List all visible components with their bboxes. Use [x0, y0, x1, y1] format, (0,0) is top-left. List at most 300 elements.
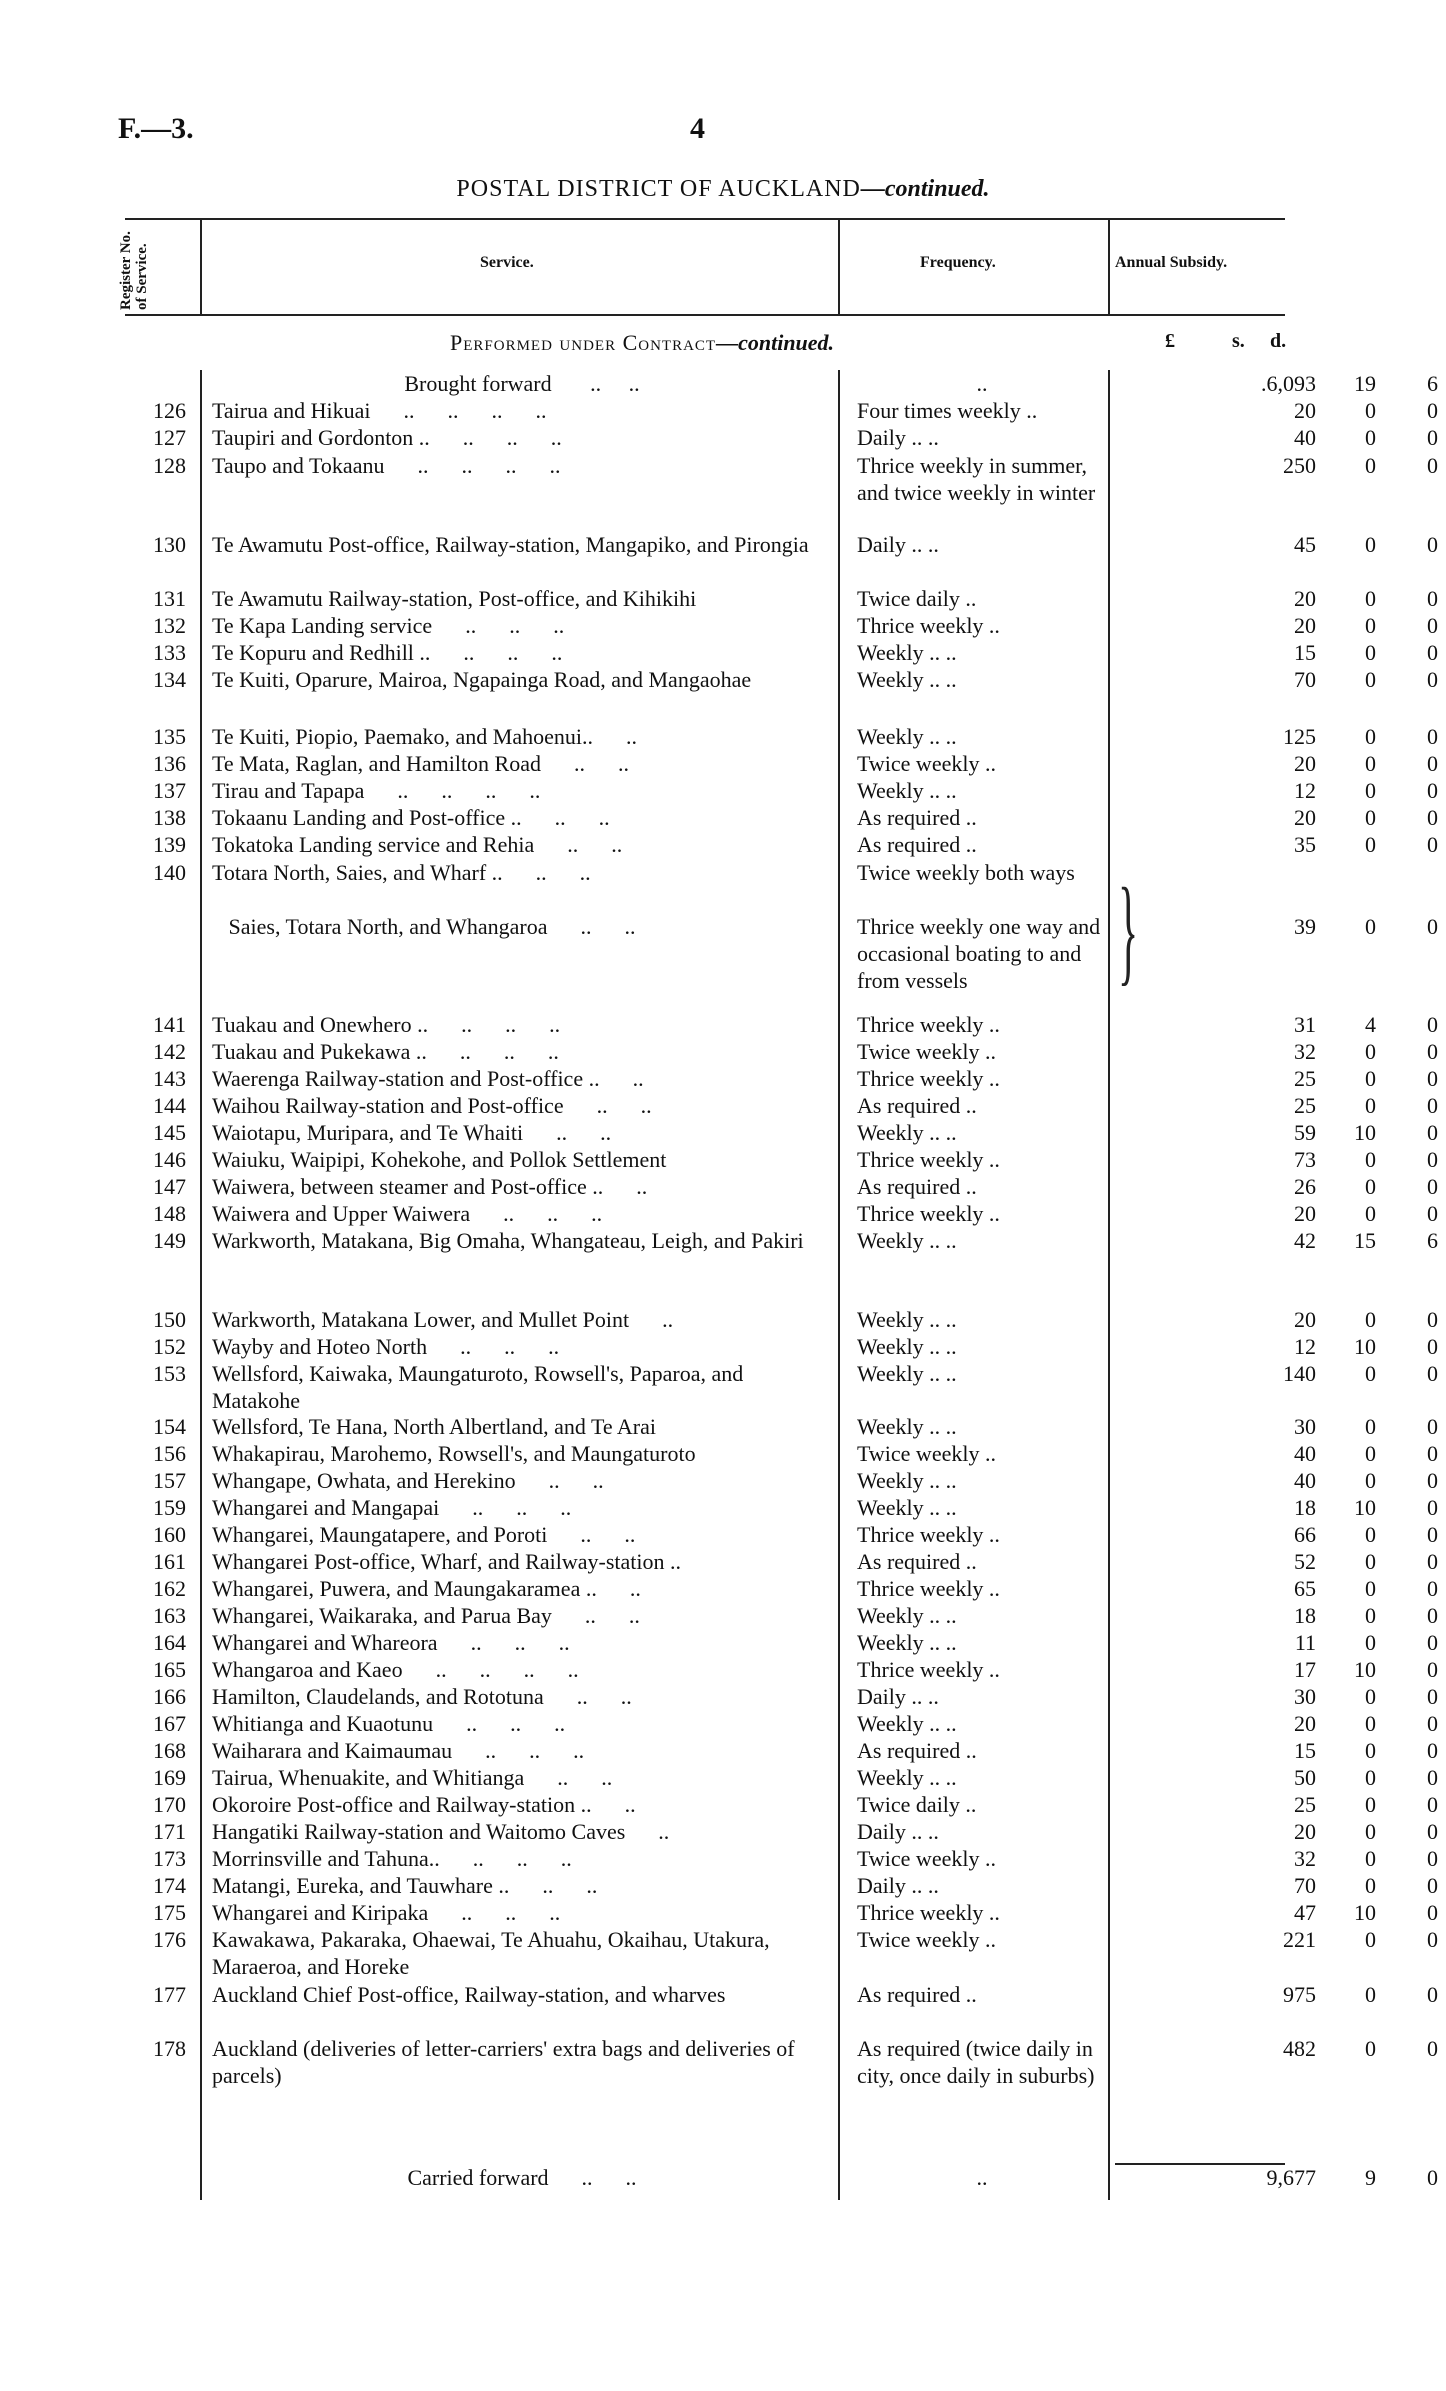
- subsidy-pounds: 26: [1294, 1174, 1316, 1199]
- subsidy-shillings: 0: [1365, 1039, 1376, 1064]
- subsidy-pence: 0: [1427, 1012, 1438, 1037]
- subsidy-pence: 0: [1427, 1174, 1438, 1199]
- subsidy-pence: 0: [1427, 1414, 1438, 1439]
- register-number: 159: [153, 1495, 186, 1520]
- subsidy-pence: 0: [1427, 1549, 1438, 1574]
- subsidy-pence: 0: [1427, 1576, 1438, 1601]
- col-rule-service: [838, 218, 840, 314]
- subsidy-pounds: 17: [1294, 1657, 1316, 1682]
- register-number: 140: [153, 860, 186, 885]
- subsidy-shillings: 0: [1365, 1738, 1376, 1763]
- subsidy-shillings: 10: [1354, 1657, 1376, 1682]
- service-description: Whangarei and Kiripaka .. .. ..: [212, 1900, 561, 1925]
- service-description: Whangarei, Maungatapere, and Poroti .. ..: [212, 1522, 636, 1547]
- subsidy-shillings: 9: [1365, 2165, 1376, 2190]
- register-number: 176: [153, 1927, 186, 1952]
- subsidy-pounds: 20: [1294, 1201, 1316, 1226]
- register-number: 178: [153, 2036, 186, 2061]
- service-description: Auckland (deliveries of letter-carriers' extra bags and deliveries of parcels): [212, 2036, 801, 2088]
- subsidy-pence: 0: [1427, 751, 1438, 776]
- subsidy-pence: 0: [1427, 2165, 1438, 2190]
- register-number: 162: [153, 1576, 186, 1601]
- frequency: Thrice weekly one way and occasional boating to and from vessels: [857, 914, 1101, 993]
- subsidy-pounds: 11: [1294, 1630, 1316, 1655]
- register-number: 163: [153, 1603, 186, 1628]
- service-description: Wellsford, Te Hana, North Albertland, and Te Arai: [212, 1414, 656, 1439]
- subsidy-pounds: 73: [1294, 1147, 1316, 1172]
- subsidy-pence: 0: [1427, 1792, 1438, 1817]
- service-description: Saies, Totara North, and Whangaroa .. ..: [212, 914, 636, 939]
- register-number: 126: [153, 398, 186, 423]
- register-number: 157: [153, 1468, 186, 1493]
- subsidy-column-heading: Annual Subsidy.: [1115, 254, 1228, 271]
- subsidy-pounds: 32: [1294, 1846, 1316, 1871]
- frequency: As required ..: [857, 1738, 977, 1763]
- service-description: Tuakau and Pukekawa .. .. .. ..: [212, 1039, 559, 1064]
- subsidy-pence: 0: [1427, 2036, 1438, 2061]
- subsidy-pounds: 20: [1294, 805, 1316, 830]
- subsidy-shillings: 0: [1365, 724, 1376, 749]
- subsidy-shillings: 0: [1365, 1819, 1376, 1844]
- frequency: Thrice weekly ..: [857, 1012, 1000, 1037]
- subsidy-pounds: 9,677: [1266, 2165, 1316, 2190]
- subsidy-pounds: 59: [1294, 1120, 1316, 1145]
- unit-shillings: s.: [1232, 330, 1245, 352]
- subsidy-shillings: 0: [1365, 778, 1376, 803]
- frequency: Weekly .. ..: [857, 1711, 957, 1736]
- subsidy-pence: 0: [1427, 1307, 1438, 1332]
- register-number: 133: [153, 640, 186, 665]
- subsidy-pounds: 30: [1294, 1414, 1316, 1439]
- subsidy-shillings: 0: [1365, 1765, 1376, 1790]
- service-description: Whangaroa and Kaeo .. .. .. ..: [212, 1657, 579, 1682]
- subsidy-pence: 0: [1427, 640, 1438, 665]
- service-description: Whangarei Post-office, Wharf, and Railway-station ..: [212, 1549, 681, 1574]
- register-number: 137: [153, 778, 186, 803]
- register-number: 167: [153, 1711, 186, 1736]
- subsidy-shillings: 0: [1365, 640, 1376, 665]
- frequency: As required ..: [857, 1549, 977, 1574]
- service-description: Okoroire Post-office and Railway-station .. ..: [212, 1792, 636, 1817]
- subsidy-shillings: 0: [1365, 1441, 1376, 1466]
- service-description: Whangarei, Waikaraka, and Parua Bay .. ..: [212, 1603, 640, 1628]
- service-description: Totara North, Saies, and Wharf .. .. ..: [212, 860, 591, 885]
- frequency: Twice weekly ..: [857, 1441, 996, 1466]
- frequency: Thrice weekly ..: [857, 1657, 1000, 1682]
- service-description: Waiwera, between steamer and Post-office .. ..: [212, 1174, 648, 1199]
- frequency: Thrice weekly ..: [857, 1066, 1000, 1091]
- subsidy-pounds: 45: [1294, 532, 1316, 557]
- subsidy-shillings: 0: [1365, 1792, 1376, 1817]
- register-column-heading: Register No. of Service.: [118, 231, 150, 310]
- subsidy-pence: 0: [1427, 586, 1438, 611]
- subsidy-shillings: 0: [1365, 1630, 1376, 1655]
- frequency: Weekly .. ..: [857, 667, 957, 692]
- subsidy-shillings: 10: [1354, 1495, 1376, 1520]
- service-description: Tairua and Hikuai .. .. .. ..: [212, 398, 547, 423]
- subsidy-pence: 0: [1427, 1361, 1438, 1386]
- frequency: Twice weekly ..: [857, 1846, 996, 1871]
- subsidy-shillings: 0: [1365, 425, 1376, 450]
- subsidy-pence: 0: [1427, 532, 1438, 557]
- unit-pence: d.: [1270, 330, 1287, 352]
- subsidy-shillings: 0: [1365, 805, 1376, 830]
- subsidy-pence: 0: [1427, 1927, 1438, 1952]
- frequency: Daily .. ..: [857, 1873, 939, 1898]
- service-description: Te Awamutu Railway-station, Post-office, and Kihikihi: [212, 586, 697, 611]
- subsidy-pounds: 20: [1294, 1307, 1316, 1332]
- subsidy-shillings: 15: [1354, 1228, 1376, 1253]
- subsidy-pounds: 25: [1294, 1066, 1316, 1091]
- register-number: 143: [153, 1066, 186, 1091]
- subsidy-shillings: 0: [1365, 1361, 1376, 1386]
- subsidy-shillings: 0: [1365, 1468, 1376, 1493]
- page-title: [0, 176, 1446, 203]
- frequency: Thrice weekly ..: [857, 1900, 1000, 1925]
- service-description: Whangarei and Mangapai .. .. ..: [212, 1495, 572, 1520]
- subsidy-pounds: 12: [1294, 778, 1316, 803]
- body-rule-frequency: [1108, 370, 1110, 2200]
- subsidy-pounds: 18: [1294, 1603, 1316, 1628]
- frequency: As required ..: [857, 832, 977, 857]
- subsidy-pence: 0: [1427, 724, 1438, 749]
- service-description: Te Kuiti, Oparure, Mairoa, Ngapainga Road, and Mangaohae: [212, 667, 752, 692]
- service-description: Auckland Chief Post-office, Railway-station, and wharves: [212, 1982, 726, 2007]
- subsidy-pounds: 975: [1283, 1982, 1316, 2007]
- register-number: 149: [153, 1228, 186, 1253]
- grouping-brace: }: [1118, 863, 1139, 996]
- header-left: F.—3.: [118, 112, 194, 145]
- subsidy-pounds: .6,093: [1261, 371, 1316, 396]
- register-number: 139: [153, 832, 186, 857]
- subsidy-pence: 0: [1427, 1873, 1438, 1898]
- register-number: 146: [153, 1147, 186, 1172]
- total-rule: [1115, 2163, 1285, 2165]
- register-number: 131: [153, 586, 186, 611]
- subsidy-shillings: 0: [1365, 1093, 1376, 1118]
- register-number: 150: [153, 1307, 186, 1332]
- service-description: Tuakau and Onewhero .. .. .. ..: [212, 1012, 561, 1037]
- service-description: Matangi, Eureka, and Tauwhare .. .. ..: [212, 1873, 598, 1898]
- subsidy-pounds: 20: [1294, 398, 1316, 423]
- subsidy-pounds: 39: [1294, 914, 1316, 939]
- subsidy-pounds: 47: [1294, 1900, 1316, 1925]
- frequency: Daily .. ..: [857, 1819, 939, 1844]
- frequency: Weekly .. ..: [857, 1334, 957, 1359]
- subsidy-pence: 0: [1427, 1468, 1438, 1493]
- service-description: Waihou Railway-station and Post-office .. ..: [212, 1093, 652, 1118]
- register-number: 169: [153, 1765, 186, 1790]
- subsidy-pounds: 31: [1294, 1012, 1316, 1037]
- subsidy-pence: 0: [1427, 805, 1438, 830]
- col-rule-register: [200, 218, 202, 314]
- register-number: 160: [153, 1522, 186, 1547]
- subsidy-pence: 0: [1427, 453, 1438, 478]
- section-heading: [450, 330, 834, 356]
- subsidy-pence: 0: [1427, 1039, 1438, 1064]
- subsidy-pence: 0: [1427, 1900, 1438, 1925]
- register-number: 171: [153, 1819, 186, 1844]
- service-description: Whangarei and Whareora .. .. ..: [212, 1630, 570, 1655]
- subsidy-shillings: 0: [1365, 1684, 1376, 1709]
- register-number: 164: [153, 1630, 186, 1655]
- subsidy-pence: 0: [1427, 667, 1438, 692]
- frequency: ..: [976, 2165, 988, 2190]
- register-number: 142: [153, 1039, 186, 1064]
- subsidy-shillings: 0: [1365, 1201, 1376, 1226]
- service-description: Whangarei, Puwera, and Maungakaramea .. ..: [212, 1576, 641, 1601]
- service-description: Tokaanu Landing and Post-office .. .. ..: [212, 805, 610, 830]
- register-number: 177: [153, 1982, 186, 2007]
- subsidy-pounds: 40: [1294, 1468, 1316, 1493]
- subsidy-pounds: 25: [1294, 1093, 1316, 1118]
- subsidy-pence: 0: [1427, 1846, 1438, 1871]
- service-description: Te Mata, Raglan, and Hamilton Road .. ..: [212, 751, 629, 776]
- frequency: Thrice weekly in summer, and twice weekly in winter: [857, 453, 1096, 505]
- frequency: Weekly .. ..: [857, 1414, 957, 1439]
- subsidy-shillings: 0: [1365, 586, 1376, 611]
- subsidy-pence: 0: [1427, 1147, 1438, 1172]
- subsidy-shillings: 4: [1365, 1012, 1376, 1037]
- frequency: Weekly .. ..: [857, 1307, 957, 1332]
- subsidy-pence: 0: [1427, 914, 1438, 939]
- subsidy-pounds: 40: [1294, 1441, 1316, 1466]
- subsidy-shillings: 0: [1365, 1603, 1376, 1628]
- unit-pounds: £: [1165, 330, 1175, 352]
- subsidy-pence: 0: [1427, 1982, 1438, 2007]
- col-rule-frequency: [1108, 218, 1110, 314]
- register-number: 127: [153, 425, 186, 450]
- subsidy-pence: 0: [1427, 1603, 1438, 1628]
- frequency: Twice weekly ..: [857, 1927, 996, 1952]
- subsidy-pence: 0: [1427, 832, 1438, 857]
- subsidy-pence: 0: [1427, 1738, 1438, 1763]
- subsidy-pounds: 50: [1294, 1765, 1316, 1790]
- frequency: Four times weekly ..: [857, 398, 1038, 423]
- frequency: ..: [976, 371, 988, 396]
- service-description: Te Kapa Landing service .. .. ..: [212, 613, 565, 638]
- register-number: 141: [153, 1012, 186, 1037]
- service-description: Brought forward .. ..: [404, 371, 640, 396]
- subsidy-pounds: 140: [1283, 1361, 1316, 1386]
- subsidy-shillings: 0: [1365, 1549, 1376, 1574]
- frequency: As required ..: [857, 1174, 977, 1199]
- subsidy-shillings: 0: [1365, 1174, 1376, 1199]
- register-number: 166: [153, 1684, 186, 1709]
- subsidy-pounds: 30: [1294, 1684, 1316, 1709]
- service-description: Warkworth, Matakana, Big Omaha, Whangateau, Leigh, and Pakiri: [212, 1228, 804, 1253]
- section-suffix: —continued.: [716, 330, 835, 355]
- subsidy-pounds: 20: [1294, 1819, 1316, 1844]
- header-top-rule: [125, 218, 1285, 220]
- register-number: 148: [153, 1201, 186, 1226]
- service-description: Kawakawa, Pakaraka, Ohaewai, Te Ahuahu, Okaihau, Utakura, Maraeroa, and Horeke: [212, 1927, 776, 1979]
- register-number: 173: [153, 1846, 186, 1871]
- subsidy-pounds: 32: [1294, 1039, 1316, 1064]
- subsidy-shillings: 0: [1365, 751, 1376, 776]
- subsidy-pence: 0: [1427, 425, 1438, 450]
- subsidy-pounds: 482: [1283, 2036, 1316, 2061]
- subsidy-pounds: 42: [1294, 1228, 1316, 1253]
- subsidy-pounds: 15: [1294, 640, 1316, 665]
- frequency: Twice weekly ..: [857, 751, 996, 776]
- register-number: 170: [153, 1792, 186, 1817]
- subsidy-pounds: 12: [1294, 1334, 1316, 1359]
- subsidy-pounds: 40: [1294, 425, 1316, 450]
- frequency: Weekly .. ..: [857, 1120, 957, 1145]
- service-description: Wellsford, Kaiwaka, Maungaturoto, Rowsell's, Paparoa, and Matakohe: [212, 1361, 749, 1413]
- service-description: Te Kopuru and Redhill .. .. .. ..: [212, 640, 563, 665]
- body-rule-service: [838, 370, 840, 2200]
- register-number: 128: [153, 453, 186, 478]
- service-description: Hamilton, Claudelands, and Rototuna .. ..: [212, 1684, 632, 1709]
- subsidy-shillings: 0: [1365, 1522, 1376, 1547]
- frequency: Weekly .. ..: [857, 1228, 957, 1253]
- subsidy-pounds: 65: [1294, 1576, 1316, 1601]
- subsidy-pence: 0: [1427, 613, 1438, 638]
- subsidy-pounds: 20: [1294, 613, 1316, 638]
- register-number: 132: [153, 613, 186, 638]
- frequency: Thrice weekly ..: [857, 1522, 1000, 1547]
- service-description: Waiharara and Kaimaumau .. .. ..: [212, 1738, 585, 1763]
- subsidy-shillings: 0: [1365, 667, 1376, 692]
- frequency: Twice weekly ..: [857, 1039, 996, 1064]
- subsidy-shillings: 0: [1365, 1873, 1376, 1898]
- service-description: Warkworth, Matakana Lower, and Mullet Point ..: [212, 1307, 674, 1332]
- frequency: As required ..: [857, 805, 977, 830]
- subsidy-shillings: 10: [1354, 1334, 1376, 1359]
- subsidy-shillings: 0: [1365, 1414, 1376, 1439]
- register-number: 154: [153, 1414, 186, 1439]
- subsidy-pence: 0: [1427, 778, 1438, 803]
- subsidy-pence: 0: [1427, 1819, 1438, 1844]
- subsidy-pence: 0: [1427, 1441, 1438, 1466]
- service-description: Carried forward .. ..: [407, 2165, 637, 2190]
- register-number: 144: [153, 1093, 186, 1118]
- register-number: 161: [153, 1549, 186, 1574]
- service-description: Whakapirau, Marohemo, Rowsell's, and Maungaturoto: [212, 1441, 696, 1466]
- frequency: As required ..: [857, 1982, 977, 2007]
- frequency: Twice weekly both ways: [857, 860, 1075, 885]
- subsidy-pounds: 18: [1294, 1495, 1316, 1520]
- register-number: 145: [153, 1120, 186, 1145]
- subsidy-pence: 0: [1427, 1630, 1438, 1655]
- frequency: Thrice weekly ..: [857, 1576, 1000, 1601]
- subsidy-shillings: 0: [1365, 453, 1376, 478]
- header-bottom-rule: [125, 314, 1285, 316]
- service-description: Morrinsville and Tahuna.. .. .. ..: [212, 1846, 572, 1871]
- subsidy-pounds: 20: [1294, 586, 1316, 611]
- page-number: 4: [690, 112, 705, 145]
- frequency: Weekly .. ..: [857, 1630, 957, 1655]
- register-number: 153: [153, 1361, 186, 1386]
- subsidy-shillings: 0: [1365, 914, 1376, 939]
- subsidy-shillings: 0: [1365, 1927, 1376, 1952]
- service-description: Whitianga and Kuaotunu .. .. ..: [212, 1711, 566, 1736]
- register-number: 147: [153, 1174, 186, 1199]
- frequency: Daily .. ..: [857, 425, 939, 450]
- frequency: Daily .. ..: [857, 1684, 939, 1709]
- service-description: Taupiri and Gordonton .. .. .. ..: [212, 425, 562, 450]
- subsidy-shillings: 10: [1354, 1120, 1376, 1145]
- register-number: 168: [153, 1738, 186, 1763]
- frequency: Weekly .. ..: [857, 1603, 957, 1628]
- register-number: 152: [153, 1334, 186, 1359]
- register-number: 165: [153, 1657, 186, 1682]
- frequency: Twice daily ..: [857, 1792, 977, 1817]
- service-description: Tokatoka Landing service and Rehia .. ..: [212, 832, 623, 857]
- title-suffix: —continued.: [860, 176, 990, 202]
- subsidy-pence: 6: [1427, 371, 1438, 396]
- register-number: 174: [153, 1873, 186, 1898]
- register-number: 130: [153, 532, 186, 557]
- subsidy-shillings: 0: [1365, 1307, 1376, 1332]
- frequency: Weekly .. ..: [857, 778, 957, 803]
- subsidy-pence: 0: [1427, 1684, 1438, 1709]
- subsidy-pounds: 70: [1294, 1873, 1316, 1898]
- service-column-heading: Service.: [480, 254, 534, 271]
- service-description: Taupo and Tokaanu .. .. .. ..: [212, 453, 561, 478]
- subsidy-shillings: 0: [1365, 532, 1376, 557]
- service-description: Tirau and Tapapa .. .. .. ..: [212, 778, 541, 803]
- title-main: POSTAL DISTRICT OF AUCKLAND: [456, 176, 861, 202]
- service-description: Te Kuiti, Piopio, Paemako, and Mahoenui.. ..: [212, 724, 637, 749]
- subsidy-shillings: 0: [1365, 1711, 1376, 1736]
- subsidy-shillings: 0: [1365, 832, 1376, 857]
- frequency: Weekly .. ..: [857, 724, 957, 749]
- subsidy-pounds: 15: [1294, 1738, 1316, 1763]
- frequency: Weekly .. ..: [857, 1495, 957, 1520]
- frequency: Weekly .. ..: [857, 1468, 957, 1493]
- subsidy-shillings: 0: [1365, 1846, 1376, 1871]
- subsidy-pounds: 221: [1283, 1927, 1316, 1952]
- frequency: Thrice weekly ..: [857, 1201, 1000, 1226]
- subsidy-pence: 0: [1427, 1522, 1438, 1547]
- subsidy-pounds: 20: [1294, 751, 1316, 776]
- subsidy-pounds: 250: [1283, 453, 1316, 478]
- subsidy-pounds: 70: [1294, 667, 1316, 692]
- service-description: Waerenga Railway-station and Post-office .. ..: [212, 1066, 644, 1091]
- section-main: Performed under Contract: [450, 330, 717, 355]
- subsidy-shillings: 10: [1354, 1900, 1376, 1925]
- register-number: 175: [153, 1900, 186, 1925]
- subsidy-shillings: 0: [1365, 613, 1376, 638]
- subsidy-pence: 0: [1427, 1093, 1438, 1118]
- subsidy-pence: 0: [1427, 1495, 1438, 1520]
- subsidy-pence: 0: [1427, 1657, 1438, 1682]
- subsidy-shillings: 19: [1354, 371, 1376, 396]
- subsidy-pence: 0: [1427, 1711, 1438, 1736]
- service-description: Whangape, Owhata, and Herekino .. ..: [212, 1468, 604, 1493]
- subsidy-pence: 0: [1427, 1765, 1438, 1790]
- frequency-column-heading: Frequency.: [920, 254, 996, 271]
- frequency: Weekly .. ..: [857, 1361, 957, 1386]
- subsidy-pounds: 125: [1283, 724, 1316, 749]
- register-number: 138: [153, 805, 186, 830]
- subsidy-pounds: 52: [1294, 1549, 1316, 1574]
- subsidy-pounds: 20: [1294, 1711, 1316, 1736]
- service-description: Waiotapu, Muripara, and Te Whaiti .. ..: [212, 1120, 612, 1145]
- subsidy-shillings: 0: [1365, 1147, 1376, 1172]
- frequency: Thrice weekly ..: [857, 613, 1000, 638]
- subsidy-pence: 6: [1427, 1228, 1438, 1253]
- frequency: As required (twice daily in city, once daily in suburbs): [857, 2036, 1095, 2088]
- subsidy-shillings: 0: [1365, 1982, 1376, 2007]
- subsidy-pence: 0: [1427, 398, 1438, 423]
- subsidy-pounds: 35: [1294, 832, 1316, 857]
- subsidy-shillings: 0: [1365, 398, 1376, 423]
- subsidy-shillings: 0: [1365, 1066, 1376, 1091]
